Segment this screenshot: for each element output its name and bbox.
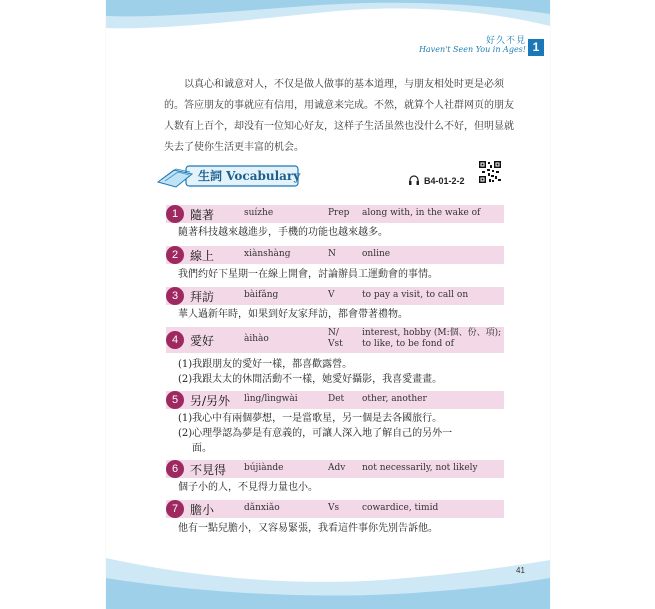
entry-part-of-speech xyxy=(328,328,343,350)
entry-part-of-speech: N xyxy=(328,249,336,259)
entry-pinyin: àihào xyxy=(244,334,269,344)
entry-part-of-speech: Adv xyxy=(328,463,346,473)
chapter-number: 1 xyxy=(528,39,544,56)
entry-pinyin: dǎnxiǎo xyxy=(244,503,280,513)
pos-line-1: N/ xyxy=(328,328,339,338)
vocab-entry-1 xyxy=(166,205,504,223)
entry-part-of-speech: V xyxy=(328,290,335,300)
entry-part-of-speech: Det xyxy=(328,394,345,404)
entry-word: 不見得 xyxy=(190,463,227,477)
entry-meaning: not necessarily, not likely xyxy=(362,463,478,473)
vocab-entry-7 xyxy=(166,500,504,518)
vocab-entry-3 xyxy=(166,287,504,305)
entry-example: 個子小的人，不見得力量也小。 xyxy=(178,482,318,493)
entry-example: 他有一點兒膽小，又容易緊張，我看這件事你先別告訴他。 xyxy=(178,523,438,534)
entry-number-badge: 2 xyxy=(166,246,184,264)
entry-example: (2)我跟太太的休閒活動不一樣，她愛好攝影，我喜愛畫畫。 xyxy=(178,374,443,385)
vocab-entry-6 xyxy=(166,460,504,478)
chapter-title-zh: 好久不見 xyxy=(485,36,526,46)
entry-meaning xyxy=(362,328,501,350)
entry-meaning: cowardice, timid xyxy=(362,503,439,513)
vocab-section-title: 生詞 Vocabulary xyxy=(198,169,301,183)
bottom-wave-decoration xyxy=(106,548,550,609)
vocab-entry-5 xyxy=(166,391,504,409)
entry-pinyin: suízhe xyxy=(244,208,274,218)
entry-number-badge: 4 xyxy=(166,331,184,349)
entry-number-badge: 1 xyxy=(166,205,184,223)
entry-meaning: to pay a visit, to call on xyxy=(362,290,469,300)
entry-number-badge: 5 xyxy=(166,391,184,409)
entry-example: (2)心理學認為夢是有意義的，可讓人深入地了解自己的另外一 xyxy=(178,428,453,439)
meaning-line-1: interest, hobby (M:個、份、項); xyxy=(362,328,502,338)
entry-example: 隨著科技越來越進步，手機的功能也越來越多。 xyxy=(178,227,388,238)
entry-word: 膽小 xyxy=(190,503,215,517)
entry-number-badge: 7 xyxy=(166,500,184,518)
entry-word: 愛好 xyxy=(190,334,215,348)
meaning-line-2: to like, to be fond of xyxy=(362,339,454,349)
headphone-icon xyxy=(408,175,420,185)
entry-pinyin: bàifǎng xyxy=(244,290,279,300)
vocab-entry-2 xyxy=(166,246,504,264)
chapter-title-en: Haven't Seen You in Ages! xyxy=(418,45,526,54)
entry-meaning: other, another xyxy=(362,394,427,404)
entry-example: (1)我心中有兩個夢想，一是當歌星，另一個是去各國旅行。 xyxy=(178,413,443,424)
entry-example: 我們约好下星期一在線上開會，討論辦員工運動會的事情。 xyxy=(178,269,438,280)
entry-pinyin: bújiànde xyxy=(244,463,284,473)
entry-example: (1)我跟朋友的愛好一樣，都喜歡露營。 xyxy=(178,359,353,370)
textbook-page xyxy=(106,0,550,609)
entry-word: 拜訪 xyxy=(190,290,215,304)
entry-number-badge: 3 xyxy=(166,287,184,305)
entry-meaning: along with, in the wake of xyxy=(362,208,481,218)
vocab-entry-4 xyxy=(166,327,504,353)
audio-track-code: B4-01-2-2 xyxy=(424,176,465,186)
entry-pinyin: lìng/lìngwài xyxy=(244,394,298,404)
page-number: 41 xyxy=(516,566,525,575)
entry-word: 隨著 xyxy=(190,208,215,222)
entry-pinyin: xiànshàng xyxy=(244,249,291,259)
entry-part-of-speech: Vs xyxy=(328,503,340,513)
pos-line-2: Vst xyxy=(328,339,343,349)
entry-word: 另/另外 xyxy=(190,394,231,408)
entry-part-of-speech: Prep xyxy=(328,208,350,218)
entry-meaning: online xyxy=(362,249,391,259)
entry-word: 線上 xyxy=(190,249,215,263)
intro-paragraph: 以真心和诚意对人，不仅是做人做事的基本道理，与朋友相处时更是必须的。答应朋友的事就应有信用，用诚意来完成。不然，就算个人社群网页的朋友人数有上百个，却没有一位知心好友，这样子生活虽然也没什么不好，但明显就失去了使你生活更丰富的机会。 xyxy=(164,79,514,153)
qr-code-icon xyxy=(478,160,502,184)
entry-example: 華人過新年時，如果到好友家拜訪，都會帶著禮物。 xyxy=(178,309,408,320)
entry-number-badge: 6 xyxy=(166,460,184,478)
entry-example: 面。 xyxy=(192,443,212,454)
